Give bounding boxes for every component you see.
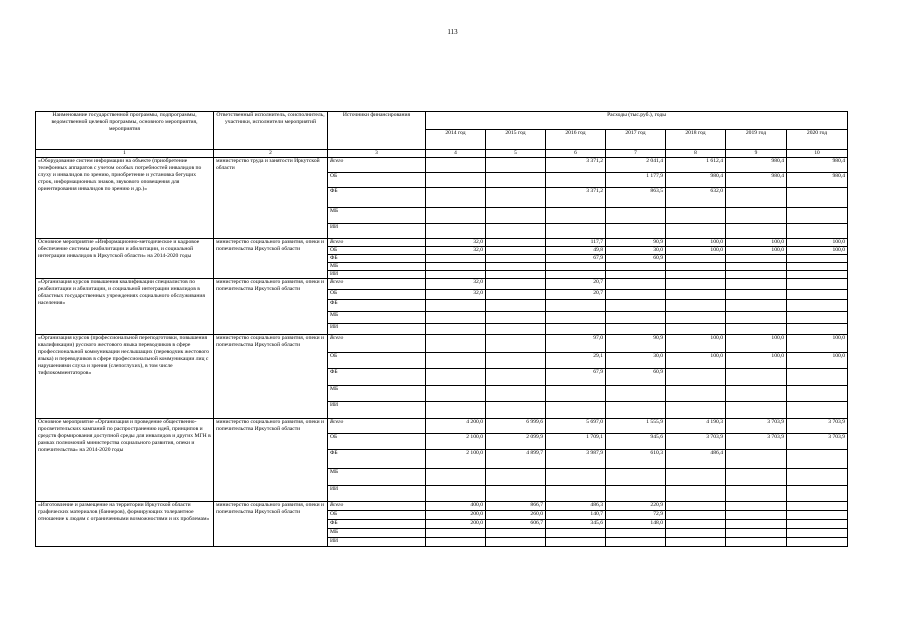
expense-value	[787, 263, 848, 271]
activity-name: Основное мероприятие «Организация и проведение общественно-просветительских кампаний по распространению идей, принципов и средств формирования доступной среды для инвалидов и других МГН в рамках полномочий министерства социального развития, опеки и попечительства» на 2014-2020 годы	[36, 419, 214, 502]
expense-value: 866,7	[486, 502, 546, 511]
expense-value	[546, 263, 606, 271]
expense-value: 20,7	[546, 290, 606, 300]
expense-value	[787, 369, 848, 386]
column-number: 3	[328, 150, 426, 158]
expense-value	[666, 386, 726, 402]
expense-value	[486, 300, 546, 312]
expense-value	[486, 255, 546, 263]
expense-value: 260,0	[486, 511, 546, 520]
expense-value	[726, 312, 787, 324]
expense-value	[787, 450, 848, 469]
expense-value	[726, 300, 787, 312]
expense-value: 6 999,6	[486, 419, 546, 434]
expense-value	[726, 529, 787, 538]
expense-value: 486,3	[546, 502, 606, 511]
expense-value	[787, 188, 848, 208]
expense-value	[546, 312, 606, 324]
expense-value	[787, 324, 848, 335]
funding-source: Всего	[328, 419, 426, 434]
funding-source: ИИ	[328, 271, 426, 279]
table-row	[36, 419, 848, 434]
column-number: 10	[787, 150, 848, 158]
funding-source: Всего	[328, 158, 426, 173]
expense-value	[486, 386, 546, 402]
expense-value	[666, 324, 726, 335]
column-number: 2	[214, 150, 328, 158]
expense-value	[726, 520, 787, 529]
expense-value	[426, 208, 486, 224]
expense-value: 2 100,0	[426, 434, 486, 450]
expense-value: 30,0	[606, 247, 666, 255]
expense-value	[666, 502, 726, 511]
expense-value	[426, 469, 486, 486]
expense-value	[486, 173, 546, 188]
expense-value	[486, 335, 546, 353]
expense-value	[726, 386, 787, 402]
expense-value	[486, 529, 546, 538]
table-row	[36, 502, 848, 511]
expense-value	[726, 208, 787, 224]
expense-value	[426, 353, 486, 369]
expense-value: 32,0	[426, 290, 486, 300]
expense-value: 4 190,3	[666, 419, 726, 434]
expense-value	[426, 529, 486, 538]
expense-value	[606, 271, 666, 279]
table-row	[36, 279, 848, 290]
expense-value	[486, 312, 546, 324]
funding-source: ОБ	[328, 434, 426, 450]
expense-value: 2 100,0	[426, 450, 486, 469]
expense-value: 100,0	[726, 335, 787, 353]
expense-value	[787, 255, 848, 263]
activity-name: «Организация курсов повышения квалификации специалистов по реабилитации и абилитации, и социальной интеграции инвалидов в областных государственных учреждениях социального обслуживания населения»	[36, 279, 214, 335]
funding-source: ФБ	[328, 255, 426, 263]
expense-value	[426, 224, 486, 239]
expense-value: 1 709,1	[546, 434, 606, 450]
expense-value: 980,4	[787, 173, 848, 188]
table-body	[36, 158, 848, 547]
expense-value: 148,0	[606, 520, 666, 529]
expense-value	[666, 312, 726, 324]
expense-value	[546, 402, 606, 419]
header-year: 2017 год	[606, 130, 666, 150]
expense-value	[486, 188, 546, 208]
expense-value	[546, 538, 606, 547]
expense-value: 610,3	[606, 450, 666, 469]
expense-value: 32,0	[426, 239, 486, 247]
expense-value: 32,0	[426, 247, 486, 255]
expense-value	[787, 300, 848, 312]
column-number: 9	[726, 150, 787, 158]
expense-value	[426, 188, 486, 208]
funding-source: ОБ	[328, 511, 426, 520]
expense-value	[666, 208, 726, 224]
expense-value: 4 899,7	[486, 450, 546, 469]
expense-value	[666, 255, 726, 263]
funding-source: МБ	[328, 208, 426, 224]
funding-source: МБ	[328, 263, 426, 271]
expense-value	[426, 271, 486, 279]
expense-value: 400,0	[426, 502, 486, 511]
expense-value	[787, 208, 848, 224]
header-expenses: Расходы (тыс.руб.), годы	[426, 112, 848, 130]
funding-source: ИИ	[328, 324, 426, 335]
column-number: 5	[486, 150, 546, 158]
expense-value: 3 703,9	[787, 434, 848, 450]
expense-value: 100,0	[666, 239, 726, 247]
responsible-executor: министерство труда и занятости Иркутской области	[214, 158, 328, 239]
expense-value	[787, 279, 848, 290]
expense-value	[666, 486, 726, 502]
expense-value: 2 041,4	[606, 158, 666, 173]
expense-value	[726, 538, 787, 547]
expense-value	[546, 208, 606, 224]
expense-value: 117,7	[546, 239, 606, 247]
expense-value: 606,7	[486, 520, 546, 529]
funding-source: МБ	[328, 386, 426, 402]
expense-value	[546, 173, 606, 188]
expense-value	[666, 511, 726, 520]
expense-value: 980,4	[666, 173, 726, 188]
expense-value	[726, 369, 787, 386]
expense-value: 32,0	[426, 279, 486, 290]
expense-value	[787, 312, 848, 324]
expense-value	[606, 300, 666, 312]
expense-value: 72,9	[606, 511, 666, 520]
funding-source: ФБ	[328, 188, 426, 208]
expense-value	[546, 324, 606, 335]
expense-value	[426, 300, 486, 312]
expense-value: 345,6	[546, 520, 606, 529]
expense-value	[666, 224, 726, 239]
funding-source: ОБ	[328, 247, 426, 255]
expense-value	[426, 312, 486, 324]
funding-source: МБ	[328, 469, 426, 486]
expense-value: 980,4	[787, 158, 848, 173]
expense-value	[726, 188, 787, 208]
expense-value: 945,6	[606, 434, 666, 450]
expense-value	[726, 255, 787, 263]
expense-value	[726, 279, 787, 290]
expense-value	[606, 538, 666, 547]
expense-value	[666, 290, 726, 300]
expense-value	[426, 324, 486, 335]
column-number: 8	[666, 150, 726, 158]
expense-value	[787, 224, 848, 239]
expense-value: 4 200,0	[426, 419, 486, 434]
expense-value: 97,0	[546, 335, 606, 353]
funding-source: Всего	[328, 279, 426, 290]
expense-value: 980,4	[726, 173, 787, 188]
expense-value	[486, 239, 546, 247]
expense-value	[726, 511, 787, 520]
expense-value: 200,0	[426, 511, 486, 520]
expense-value: 3 703,9	[726, 419, 787, 434]
expense-value	[787, 520, 848, 529]
expense-value	[606, 208, 666, 224]
activity-name: «Изготовление и размещение на территории Иркутской области графических материалов (баннеров), формирующих толерантное отношение к людям с ограниченными возможностями и их проблемам»	[36, 502, 214, 547]
expense-value: 863,5	[606, 188, 666, 208]
expense-value	[726, 290, 787, 300]
funding-source: ОБ	[328, 290, 426, 300]
expense-value	[787, 529, 848, 538]
funding-source: Всего	[328, 335, 426, 353]
expense-value	[546, 469, 606, 486]
expense-value: 1 555,9	[606, 419, 666, 434]
table-row	[36, 239, 848, 247]
expense-value	[666, 529, 726, 538]
activity-name: «Оборудование систем информации на объекте (приобретение телефонных аппаратов с учетом особых потребностей инвалидов по слуху и инвалидов по зрению, приобретение и установка бегущих строк, информационных знаков, звукового оповещения для ориентирования инвалидов по зрению и др.)»	[36, 158, 214, 239]
expense-value: 486,4	[666, 450, 726, 469]
table-header	[36, 112, 848, 158]
expense-value	[726, 469, 787, 486]
expense-value	[606, 402, 666, 419]
expense-value	[666, 369, 726, 386]
expense-value	[486, 224, 546, 239]
activity-name: «Организация курсов (профессиональной переподготовки, повышения квалификации) русского жестового языка переводчиков в сфере профессиональной коммуникации неслышащих (переводчик жестового языка) и переводчиков в сфере профессиональной коммуникации лиц с нарушениями слуха и зрения (слепоглухих), в том числе тифлокомментаторов»	[36, 335, 214, 419]
expense-value	[486, 538, 546, 547]
expense-value	[486, 290, 546, 300]
header-column-numbers	[36, 150, 848, 158]
expense-value	[426, 486, 486, 502]
expense-value	[726, 324, 787, 335]
funding-source: ФБ	[328, 450, 426, 469]
expense-value	[726, 271, 787, 279]
expense-value: 632,0	[666, 188, 726, 208]
expense-value: 1 177,9	[606, 173, 666, 188]
expense-value: 2 099,9	[486, 434, 546, 450]
expense-value	[787, 402, 848, 419]
expense-value: 100,0	[666, 353, 726, 369]
expense-value	[486, 208, 546, 224]
expense-value	[666, 469, 726, 486]
expense-value	[666, 538, 726, 547]
expense-value: 220,9	[606, 502, 666, 511]
expense-value: 60,9	[606, 255, 666, 263]
header-year: 2014 год	[426, 130, 486, 150]
expense-value: 980,4	[726, 158, 787, 173]
expense-value: 5 697,0	[546, 419, 606, 434]
funding-source: ИИ	[328, 486, 426, 502]
expense-value	[606, 290, 666, 300]
expense-value: 60,9	[606, 369, 666, 386]
expense-value	[426, 255, 486, 263]
expense-value	[486, 469, 546, 486]
expense-value: 3 371,2	[546, 158, 606, 173]
expense-value	[426, 538, 486, 547]
expense-value	[486, 279, 546, 290]
responsible-executor: министерство социального развития, опеки и попечительства Иркутской области	[214, 419, 328, 502]
funding-source: МБ	[328, 312, 426, 324]
expense-value	[486, 353, 546, 369]
expense-value: 200,0	[426, 520, 486, 529]
expense-value	[546, 486, 606, 502]
expense-value: 3 703,9	[787, 419, 848, 434]
expense-value	[666, 300, 726, 312]
expense-value: 20,7	[546, 279, 606, 290]
expense-value	[426, 263, 486, 271]
expense-value	[666, 279, 726, 290]
expense-value: 49,8	[546, 247, 606, 255]
expense-value: 67,9	[546, 255, 606, 263]
expense-value	[606, 279, 666, 290]
column-number: 1	[36, 150, 214, 158]
responsible-executor: министерство социального развития, опеки и попечительства Иркутской области	[214, 502, 328, 547]
column-number: 6	[546, 150, 606, 158]
page-number: 113	[447, 28, 458, 36]
expense-value	[606, 529, 666, 538]
header-source: Источники финансирования	[328, 112, 426, 150]
expense-value	[606, 324, 666, 335]
budget-table	[35, 111, 848, 547]
expense-value	[486, 247, 546, 255]
expense-value	[426, 335, 486, 353]
expense-value	[486, 369, 546, 386]
expense-value: 3 703,9	[726, 434, 787, 450]
expense-value	[787, 290, 848, 300]
expense-value	[546, 529, 606, 538]
expense-value: 100,0	[787, 335, 848, 353]
expense-value: 100,0	[666, 247, 726, 255]
header-year: 2020 год	[787, 130, 848, 150]
funding-source: ФБ	[328, 520, 426, 529]
expense-value	[787, 386, 848, 402]
expense-value: 100,0	[726, 239, 787, 247]
header-name: Наименование государственной программы, подпрограммы, ведомственной целевой программы, основного мероприятия, мероприятия	[36, 112, 214, 150]
expense-value	[666, 263, 726, 271]
expense-value	[726, 224, 787, 239]
funding-source: ИИ	[328, 224, 426, 239]
expense-value	[486, 324, 546, 335]
expense-value	[726, 450, 787, 469]
expense-value	[666, 271, 726, 279]
table-row	[36, 335, 848, 353]
expense-value: 100,0	[787, 239, 848, 247]
expense-value: 90,9	[606, 335, 666, 353]
expense-value	[726, 263, 787, 271]
expense-value: 3 703,9	[666, 434, 726, 450]
expense-value	[426, 158, 486, 173]
funding-source: Всего	[328, 239, 426, 247]
expense-value	[787, 271, 848, 279]
expense-value: 67,9	[546, 369, 606, 386]
expense-value	[606, 469, 666, 486]
funding-source: МБ	[328, 529, 426, 538]
funding-source: ОБ	[328, 173, 426, 188]
expense-value	[606, 263, 666, 271]
expense-value	[787, 486, 848, 502]
expense-value: 1 612,4	[666, 158, 726, 173]
expense-value	[546, 271, 606, 279]
expense-value	[787, 469, 848, 486]
expense-value: 30,0	[606, 353, 666, 369]
expense-value	[546, 300, 606, 312]
column-number: 7	[606, 150, 666, 158]
activity-name: Основное мероприятие «Информационно-методическое и кадровое обеспечение системы реабилитации и абилитации, и социальной интеграции инвалидов в Иркутской области» на 2014-2020 годы	[36, 239, 214, 279]
header-responsible: Ответственный исполнитель, соисполнитель, участники, исполнители мероприятий	[214, 112, 328, 150]
expense-value	[726, 486, 787, 502]
expense-value	[726, 402, 787, 419]
expense-value	[726, 502, 787, 511]
expense-value	[486, 158, 546, 173]
expense-value: 100,0	[726, 353, 787, 369]
expense-value	[666, 402, 726, 419]
expense-value	[486, 486, 546, 502]
expense-value	[787, 502, 848, 511]
expense-value	[546, 386, 606, 402]
responsible-executor: министерство социального развития, опеки и попечительства Иркутской области	[214, 279, 328, 335]
expense-value: 100,0	[726, 247, 787, 255]
expense-value	[486, 402, 546, 419]
expense-value	[606, 312, 666, 324]
expense-value: 100,0	[666, 335, 726, 353]
expense-value	[606, 486, 666, 502]
header-year: 2016 год	[546, 130, 606, 150]
expense-value	[787, 511, 848, 520]
expense-value	[787, 538, 848, 547]
expense-value	[426, 369, 486, 386]
expense-value: 100,0	[787, 353, 848, 369]
expense-value	[606, 224, 666, 239]
funding-source: ИИ	[328, 538, 426, 547]
header-year: 2015 год	[486, 130, 546, 150]
column-number: 4	[426, 150, 486, 158]
funding-source: ФБ	[328, 369, 426, 386]
funding-source: ИИ	[328, 402, 426, 419]
funding-source: Всего	[328, 502, 426, 511]
expense-value	[486, 271, 546, 279]
expense-value	[486, 263, 546, 271]
header-year: 2018 год	[666, 130, 726, 150]
responsible-executor: министерство социального развития, опеки и попечительства Иркутской области	[214, 239, 328, 279]
expense-value: 3 987,9	[546, 450, 606, 469]
responsible-executor: министерство социального развития, опеки и попечительства Иркутской области	[214, 335, 328, 419]
funding-source: ОБ	[328, 353, 426, 369]
expense-value: 90,9	[606, 239, 666, 247]
table-row	[36, 158, 848, 173]
expense-value: 140,7	[546, 511, 606, 520]
expense-value	[426, 173, 486, 188]
funding-source: ФБ	[328, 300, 426, 312]
expense-value	[426, 386, 486, 402]
expense-value	[666, 520, 726, 529]
expense-value	[426, 402, 486, 419]
expense-value: 100,0	[787, 247, 848, 255]
expense-value: 3 371,2	[546, 188, 606, 208]
header-year: 2019 год	[726, 130, 787, 150]
expense-value	[606, 386, 666, 402]
expense-value	[546, 224, 606, 239]
expense-value: 29,1	[546, 353, 606, 369]
